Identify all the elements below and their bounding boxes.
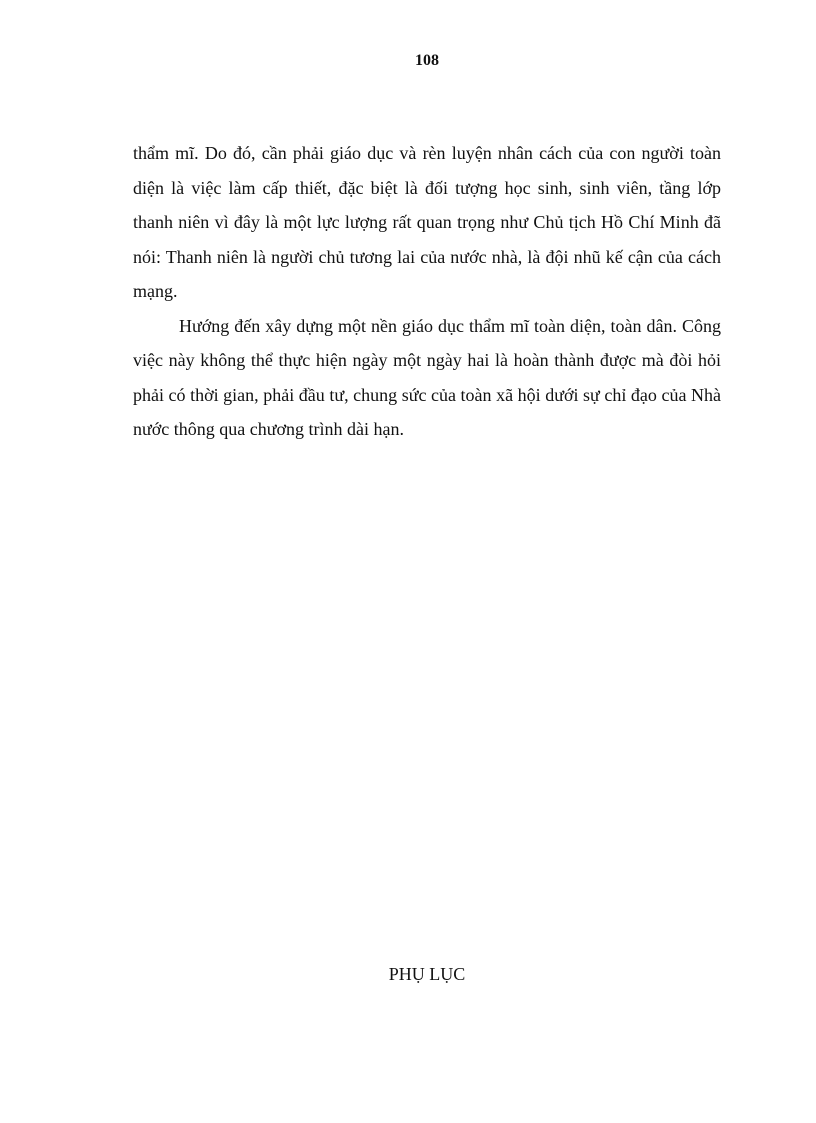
appendix-title: PHỤ LỤC [388, 964, 466, 984]
document-body [133, 136, 721, 447]
paragraph-2: Hướng đến xây dựng một nền giáo dục thẩm mĩ toàn diện, toàn dân. Công việc này không thể thực hiện ngày một ngày hai là hoàn thành được mà đòi hỏi phải có thời gian, phải đầu tư, chung sức của toàn xã hội dưới sự chỉ đạo của Nhà nước thông qua chương trình dài hạn. [133, 315, 721, 439]
page-number: 108 [415, 52, 439, 69]
paragraph-1: thẩm mĩ. Do đó, cần phải giáo dục và rèn luyện nhân cách của con người toàn diện là việc làm cấp thiết, đặc biệt là đối tượng học sinh, sinh viên, tầng lớp thanh niên vì đây là một lực lượng rất quan trọng như Chủ tịch Hồ Chí Minh đã nói: Thanh niên là người chủ tương lai của nước nhà, là đội nhũ kế cận của cách mạng. [133, 143, 721, 301]
